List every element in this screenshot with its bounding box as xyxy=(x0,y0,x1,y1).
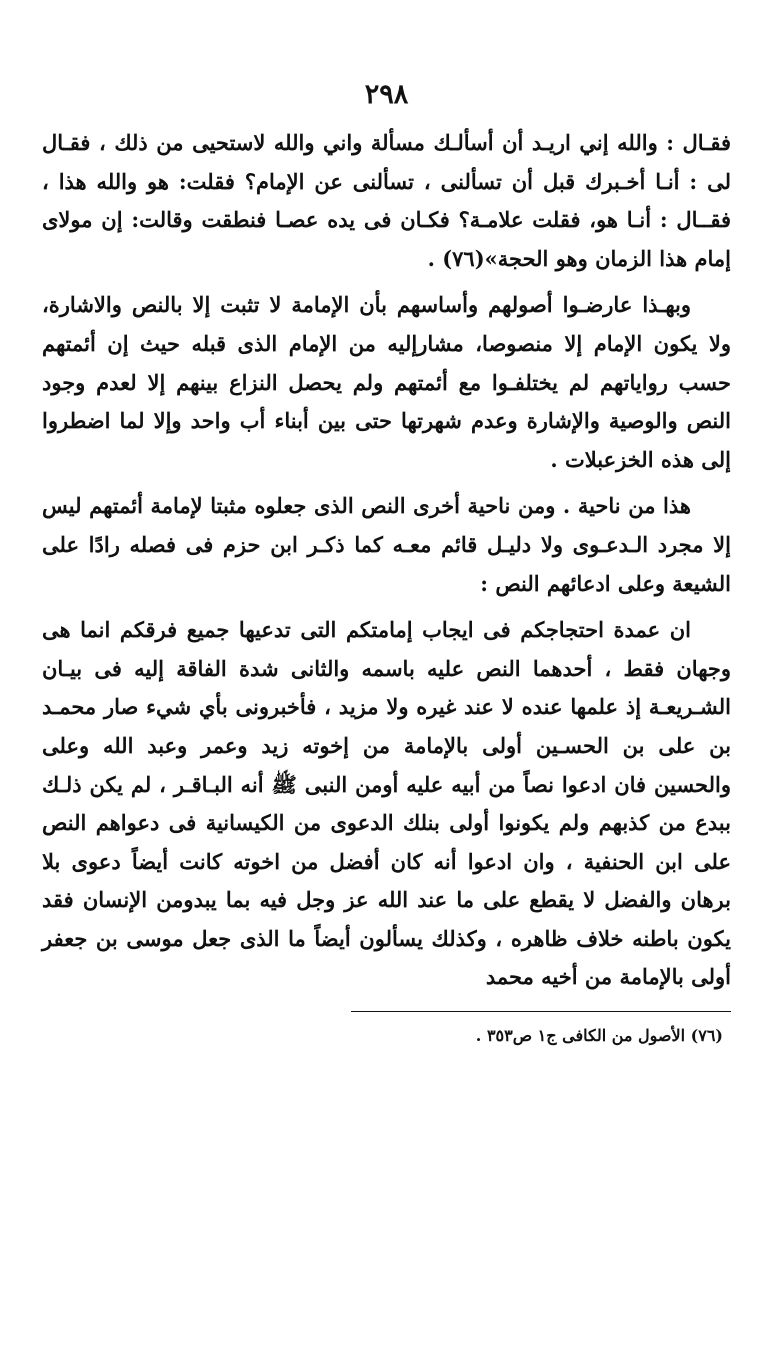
page-number: ٢٩٨ xyxy=(364,79,409,110)
paragraph-1: فقـال : والله إني اريـد أن أسألـك مسألة واني والله لاستحيى من ذلك ، فقـال لى : أنـا أخـبرك قبل أن تسألنى ، تسألنى عن الإمام؟ فقلت: هو والله هذا ، فقــال : أنـا هو، فقلت علامـة؟ فكـان فى يده عصـا فنطقت وقالت: إن مولاى إمام هذا الزمان وهو الحجة»(٧٦) . xyxy=(42,130,731,271)
paragraph-4: ان عمدة احتجاجكم فى ايجاب إمامتكم التى تدعيها جميع فرقكم انما هى وجهان فقط ، أحدهما النص عليه باسمه والثانى شدة الفاقة إليه فى بيـان الشـريعـة إذ علمها عنده لا عند غيره ولا مزيد ، فأخبرونى بأي شيء صار محمـد بن على بن الحسـين أولى بالإمامة من إخوته زيد وعمر وعبد الله وعلى والحسين فان ادعوا نصاً من أبيه عليه أومن النبى ﷺ أنه البـاقـر ، لم يكن ذلـك ببدع من كذبهم ولم يكونوا أولى بنلك الدعوى من الكيسانية فى دعواهم النص على ابن الحنفية ، وان ادعوا أنه كان أفضل من اخوته كانت أيضاً دعوى بلا برهان والفضل لا يقطع على ما عند الله عز وجل فيه بما يبدومن الإنسان فقد يكون باطنه خلاف ظاهره ، وكذلك يسألون أيضاً ما الذى جعل موسى بن جعفر أولى بالإمامة من أخيه محمد xyxy=(42,617,731,990)
paragraph-2: وبهـذا عارضـوا أصولهم وأساسهم بأن الإمامة لا تثبت إلا بالنص والاشارة، ولا يكون الإمام إلا منصوصا، مشارإليه من الإمام الذى قبله حيث إن أئمتهم حسب رواياتهم لم يختلفـوا مع أئمتهم ولم يحصل النزاع بينهم إلا لعدم وجود النص والوصية والإشارة وعدم شهرتها حتى بين أبناء أب واحد وإلا لما اضطروا إلى هذه الخزعبلات . xyxy=(42,292,731,472)
body-text xyxy=(42,124,731,997)
paragraph-3: هذا من ناحية . ومن ناحية أخرى النص الذى جعلوه مثبتا لإمامة أئمتهم ليس إلا مجرد الـدعـوى ولا دليـل قائم معـه كما ذكـر ابن حزم فى فصله رادًا على الشيعة وعلى ادعائهم النص : xyxy=(42,493,731,596)
footnote: (٧٦) الأصول من الكافى ج١ ص٣٥٣ . xyxy=(475,1026,723,1046)
footnote-divider xyxy=(351,1011,731,1012)
